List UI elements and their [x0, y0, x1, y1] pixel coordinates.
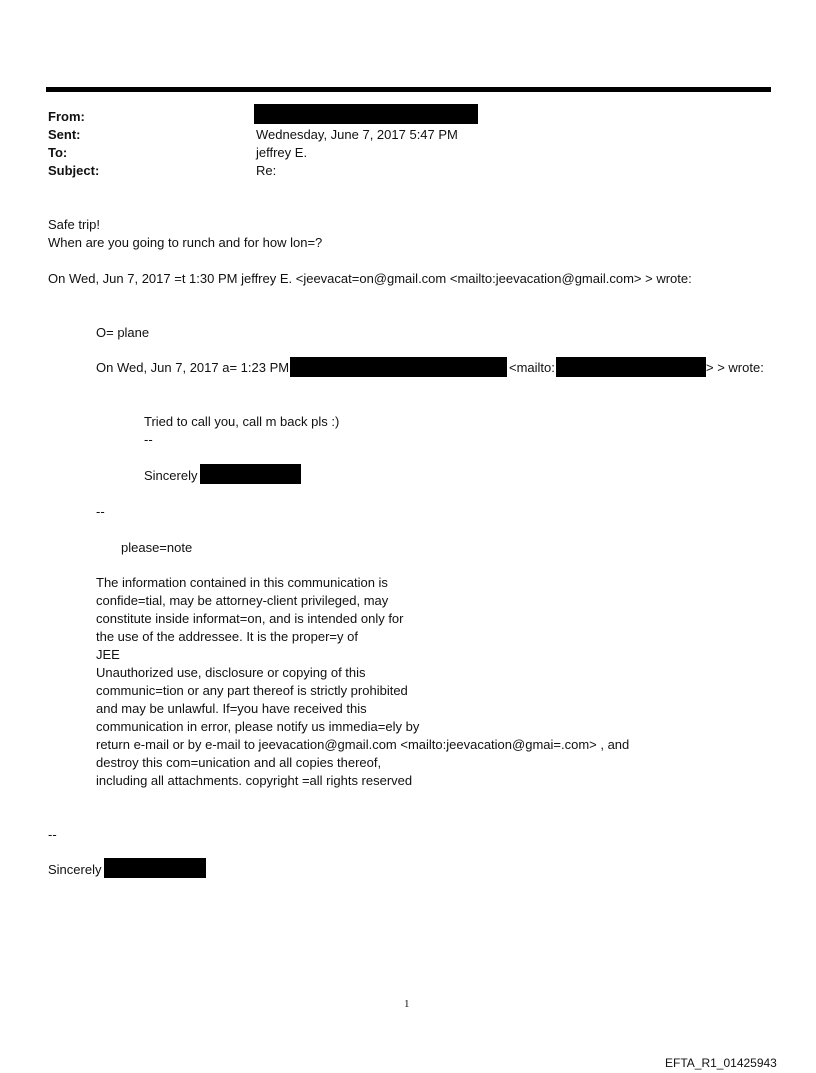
reply1-intro-mailto: <mailto: [509, 360, 555, 375]
to-label: To: [48, 145, 68, 160]
disclaimer-line: communic=tion or any part thereof is strictly prohibited [96, 683, 408, 698]
redacted-signature-1 [200, 464, 301, 484]
header-rule [46, 87, 771, 92]
disclaimer-line: including all attachments. copyright =all rights reserved [96, 773, 413, 788]
disclaimer-line: Unauthorized use, disclosure or copying of this [96, 665, 366, 680]
subject-value: Re: [256, 163, 277, 178]
closing-dashes: -- [48, 827, 57, 842]
closing-sign: Sincerely [48, 862, 102, 877]
disclaimer-line: constitute inside informat=on, and is intended only for [96, 611, 404, 626]
sig-separator: -- [96, 504, 105, 519]
disclaimer-line: communication in error, please notify us immedia=ely by [96, 719, 420, 734]
sent-value: Wednesday, June 7, 2017 5:47 PM [256, 127, 458, 142]
disclaimer-line: destroy this com=unication and all copies thereof, [96, 755, 382, 770]
bates-number: EFTA_R1_01425943 [665, 1056, 777, 1070]
subject-label: Subject: [48, 163, 100, 178]
page-number: 1 [404, 998, 410, 1010]
reply2-dashes: -- [144, 432, 153, 447]
sent-label: Sent: [48, 127, 81, 142]
reply1-text: O= plane [96, 325, 150, 340]
redacted-name-1 [290, 357, 507, 377]
reply1-intro-prefix: On Wed, Jun 7, 2017 a= 1:23 PM [96, 360, 290, 375]
body-line-1: Safe trip! [48, 217, 101, 232]
disclaimer-line: the use of the addressee. It is the proper=y of [96, 629, 358, 644]
redacted-email-1 [556, 357, 706, 377]
reply2-sign: Sincerely [144, 468, 198, 483]
body-line-2: When are you going to runch and for how lon=? [48, 235, 323, 250]
reply1-intro-suffix: > > wrote: [706, 360, 764, 375]
disclaimer-line: return e-mail or by e-mail to jeevacation@gmail.com <mailto:jeevacation@gmai=.com> , and [96, 737, 630, 752]
disclaimer-line: JEE [96, 647, 120, 662]
disclaimer-line: The information contained in this communication is [96, 575, 388, 590]
from-label: From: [48, 109, 85, 124]
to-value: jeffrey E. [256, 145, 308, 160]
reply2-text: Tried to call you, call m back pls :) [144, 414, 340, 429]
redacted-sender [254, 104, 478, 124]
disclaimer-line: and may be unlawful. If=you have received this [96, 701, 367, 716]
disclaimer-line: confide=tial, may be attorney-client privileged, may [96, 593, 389, 608]
redacted-signature-2 [104, 858, 206, 878]
note-heading: please=note [121, 540, 193, 555]
quote-intro: On Wed, Jun 7, 2017 =t 1:30 PM jeffrey E. <jeevacat=on@gmail.com <mailto:jeevacation@gmail.com> > wrote: [48, 271, 692, 286]
